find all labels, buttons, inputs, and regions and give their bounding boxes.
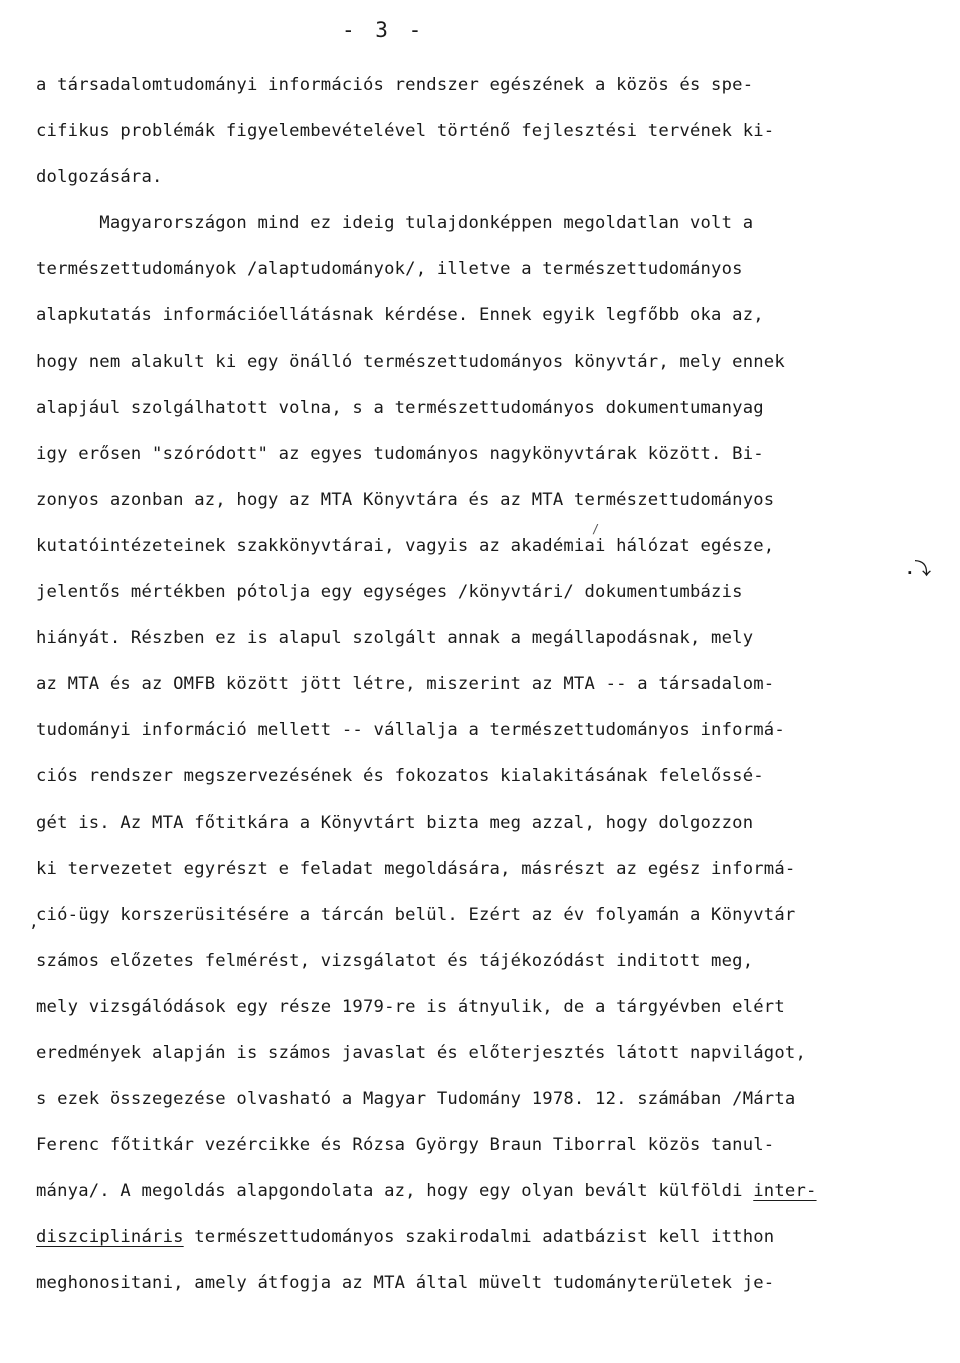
- text-line: hogy nem alakult ki egy önálló természettudományos könyvtár, mely ennek: [36, 351, 785, 372]
- body-text: [36, 62, 936, 1307]
- text-line: jelentős mértékben pótolja egy egységes /könyvtári/ dokumentumbázis: [36, 582, 743, 603]
- text-segment: természettudományos szakirodalmi adatbázist kell itthon: [183, 1227, 775, 1248]
- margin-mark-right: .⤵: [905, 559, 931, 578]
- text-line: tudományi információ mellett -- vállalja a természettudományos informá-: [36, 720, 785, 741]
- text-line: s ezek összegezése olvasható a Magyar Tudomány 1978. 12. számában /Márta: [36, 1089, 796, 1110]
- text-line: számos előzetes felmérést, vizsgálatot és tájékozódást inditott meg,: [36, 950, 754, 971]
- text-line: a társadalomtudományi információs rendszer egészének a közös és spe-: [36, 75, 754, 95]
- text-line: cifikus problémák figyelembevételével történő fejlesztési tervének ki-: [36, 121, 775, 142]
- text-segment: mánya/. A megoldás alapgondolata az, hogy egy olyan bevált külföldi: [36, 1181, 754, 1202]
- text-line: meghonositani, amely átfogja az MTA által müvelt tudományterületek je-: [36, 1273, 775, 1294]
- text-line: ki tervezetet egyrészt e feladat megoldására, másrészt az egész informá-: [36, 858, 796, 879]
- margin-mark-slash: /: [592, 522, 600, 536]
- text-line: kutatóintézeteinek szakkönyvtárai, vagyis az akadémiai hálózat egésze,: [36, 535, 775, 556]
- text-line: alapjául szolgálhatott volna, s a természettudományos dokumentumanyag: [36, 397, 764, 418]
- text-line: alapkutatás információellátásnak kérdése. Ennek egyik legfőbb oka az,: [36, 305, 764, 326]
- margin-mark-left: ,: [29, 912, 39, 931]
- text-line: mely vizsgálódások egy része 1979-re is átnyulik, de a tárgyévben elért: [36, 996, 785, 1017]
- text-line: Ferenc főtitkár vezércikke és Rózsa György Braun Tiborral közös tanul-: [36, 1135, 775, 1156]
- underlined-word: diszciplináris: [36, 1227, 184, 1248]
- underlined-word: inter-: [753, 1181, 817, 1202]
- text-line: dolgozására.: [36, 167, 163, 188]
- page-number: - 3 -: [342, 18, 426, 42]
- text-line: hiányát. Részben ez is alapul szolgált annak a megállapodásnak, mely: [36, 628, 754, 649]
- text-line: ció-ügy korszerüsitésére a tárcán belül. Ezért az év folyamán a Könyvtár: [36, 904, 796, 925]
- text-line: eredmények alapján is számos javaslat és előterjesztés látott napvilágot,: [36, 1042, 806, 1063]
- text-line: zonyos azonban az, hogy az MTA Könyvtára és az MTA természettudományos: [36, 489, 775, 510]
- text-line: [36, 1214, 936, 1260]
- text-line: Magyarországon mind ez ideig tulajdonképpen megoldatlan volt a: [36, 213, 754, 234]
- text-line: [36, 1168, 936, 1214]
- text-line: ciós rendszer megszervezésének és fokozatos kialakitásának felelőssé-: [36, 766, 764, 787]
- text-line: gét is. Az MTA főtitkára a Könyvtárt bizta meg azzal, hogy dolgozzon: [36, 812, 754, 833]
- text-line: természettudományok /alaptudományok/, illetve a természettudományos: [36, 259, 743, 280]
- text-line: igy erősen "szóródott" az egyes tudományos nagykönyvtárak között. Bi-: [36, 443, 764, 464]
- text-line: az MTA és az OMFB között jött létre, miszerint az MTA -- a társadalom-: [36, 674, 775, 695]
